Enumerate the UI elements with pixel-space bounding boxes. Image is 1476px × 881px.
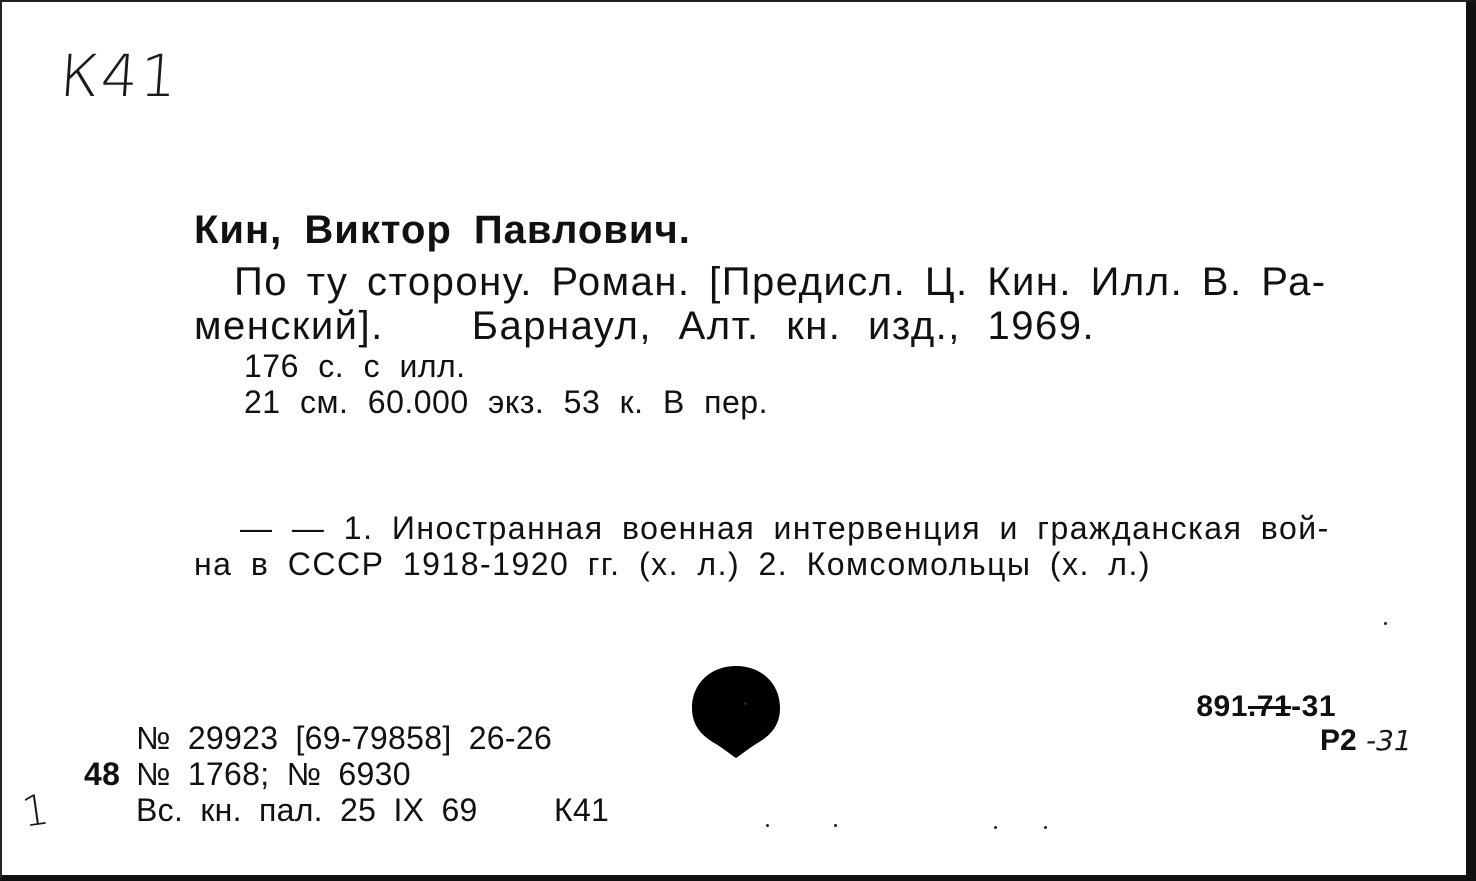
classification-suffix: -31 [1291,690,1336,723]
classification-prefix: 891 [1196,690,1248,723]
footer-copy-count: 48 [84,756,121,792]
subject-line-1: — — 1. Иностранная военная интервенция и гражданская вой- [240,510,1330,546]
footer-call-number: К41 [554,792,610,828]
subject-line-2: на в СССР 1918-1920 гг. (х. л.) 2. Комсомольцы (х. л.) [194,546,1151,582]
speck [1044,826,1047,829]
handwritten-margin-mark: 1 [18,784,53,837]
speck [994,826,997,829]
title-line-2 [194,304,1095,349]
classification-struck: .71 [1247,690,1292,723]
classification-code [1196,690,1336,724]
collation-size-price: 21 см. 60.000 экз. 53 к. В пер. [244,384,768,420]
footer-card-numbers: № 1768; № 6930 [136,756,411,792]
title-line-1: По ту сторону. Роман. [Предисл. Ц. Кин. Илл. В. Ра- [234,260,1327,304]
classification-line-2: Р2 [1320,724,1357,757]
punch-hole [690,664,782,760]
author-heading: Кин, Виктор Павлович. [194,208,691,252]
speck [744,702,747,705]
collation-pages: 176 с. с илл. [244,348,466,384]
speck [1384,622,1387,625]
speck [766,824,769,827]
publication-info: Барнаул, Алт. кн. изд., 1969. [471,304,1096,348]
title-line-2-illustrator: менский]. [194,304,384,348]
speck [834,824,837,827]
footer-registration-number: № 29923 [69-79858] 26-26 [136,720,553,756]
footer-chamber-date: Вс. кн. пал. 25 IX 69 [136,792,478,828]
classification-handwritten: -31 [1366,724,1412,757]
handwritten-call-number: К41 [57,42,182,110]
